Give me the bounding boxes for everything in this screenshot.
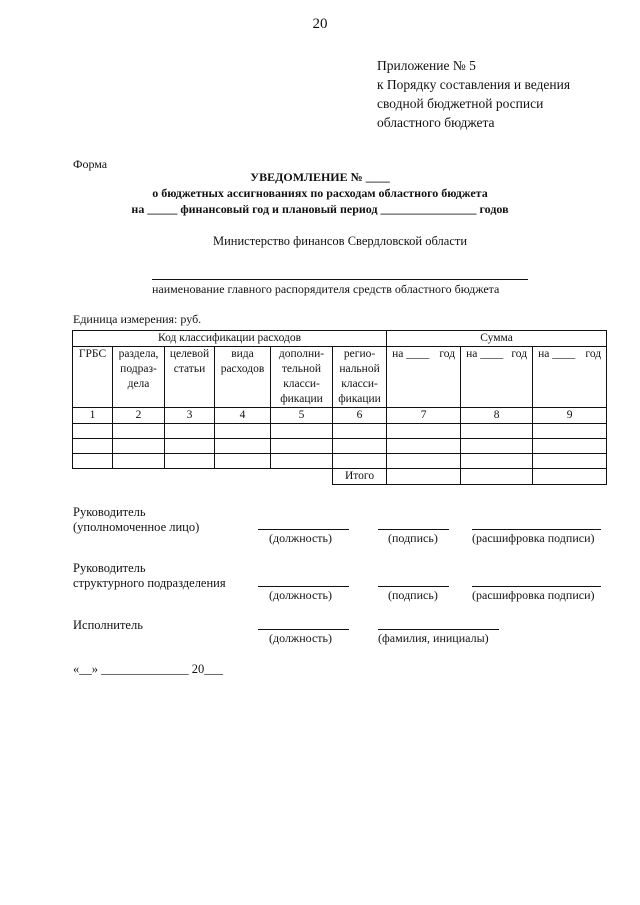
appendix-block: [377, 56, 570, 132]
dept-signature-line: [378, 586, 449, 587]
head-decoding-line: [472, 529, 601, 530]
position-caption: (должность): [269, 588, 332, 602]
allocations-table: [72, 330, 607, 485]
dept-head-label: Руководитель структурного подразделения: [73, 561, 226, 590]
col-number: 2: [113, 408, 165, 424]
col-header-expense-type: вида расходов: [215, 347, 271, 408]
col-number: 5: [271, 408, 333, 424]
col-header-sum-year: на ____ год: [533, 347, 607, 408]
notice-period: на _____ финансовый год и плановый период ________________ годов: [131, 202, 509, 216]
executor-position-line: [258, 629, 349, 630]
unit-label: Единица измерения: руб.: [73, 312, 202, 326]
col-header-grbs: ГРБС: [73, 347, 113, 408]
appendix-line: областного бюджета: [377, 115, 495, 130]
total-label: Итого: [333, 469, 387, 485]
appendix-line: сводной бюджетной росписи: [377, 96, 544, 111]
col-number: 4: [215, 408, 271, 424]
col-number: 1: [73, 408, 113, 424]
dept-position-line: [258, 586, 349, 587]
table-row: [73, 454, 607, 469]
position-caption: (должность): [269, 531, 332, 545]
sum-group-header: Сумма: [387, 331, 607, 347]
page-number: 20: [312, 16, 328, 32]
col-header-section: раздела, подраз- дела: [113, 347, 165, 408]
head-label: Руководитель (уполномоченное лицо): [73, 505, 200, 534]
col-number: 3: [165, 408, 215, 424]
signature-caption: (подпись): [388, 588, 438, 602]
executor-name-line: [378, 629, 499, 630]
name-initials-caption: (фамилия, инициалы): [378, 631, 489, 645]
col-number: 7: [387, 408, 461, 424]
notice-title: УВЕДОМЛЕНИЕ № ____: [250, 170, 390, 184]
executor-label: Исполнитель: [73, 618, 143, 632]
col-header-regional: регио- нальной класси- фикации: [333, 347, 387, 408]
notice-subtitle: о бюджетных ассигнованиях по расходам областного бюджета: [152, 186, 488, 200]
appendix-line: Приложение № 5: [377, 58, 476, 73]
head-signature-line: [378, 529, 449, 530]
col-header-sum-year: на ____ год: [461, 347, 533, 408]
col-header-sum-year: на ____ год: [387, 347, 461, 408]
date-line: «__» ______________ 20___: [73, 662, 223, 676]
form-label: Форма: [73, 157, 108, 171]
distributor-caption: наименование главного распорядителя средств областного бюджета: [152, 282, 500, 296]
decoding-caption: (расшифровка подписи): [472, 531, 595, 545]
col-header-additional: дополни- тельной класси- фикации: [271, 347, 333, 408]
dept-decoding-line: [472, 586, 601, 587]
head-position-line: [258, 529, 349, 530]
decoding-caption: (расшифровка подписи): [472, 588, 595, 602]
table-row: [73, 439, 607, 454]
table-row: [73, 424, 607, 439]
signature-caption: (подпись): [388, 531, 438, 545]
distributor-line: [152, 279, 528, 280]
col-number: 8: [461, 408, 533, 424]
ministry-name: Министерство финансов Свердловской области: [212, 234, 468, 248]
appendix-line: к Порядку составления и ведения: [377, 77, 571, 92]
col-header-target: целевой статьи: [165, 347, 215, 408]
classification-group-header: Код классификации расходов: [73, 331, 387, 347]
position-caption: (должность): [269, 631, 332, 645]
col-number: 6: [333, 408, 387, 424]
col-number: 9: [533, 408, 607, 424]
total-row: [73, 469, 607, 485]
